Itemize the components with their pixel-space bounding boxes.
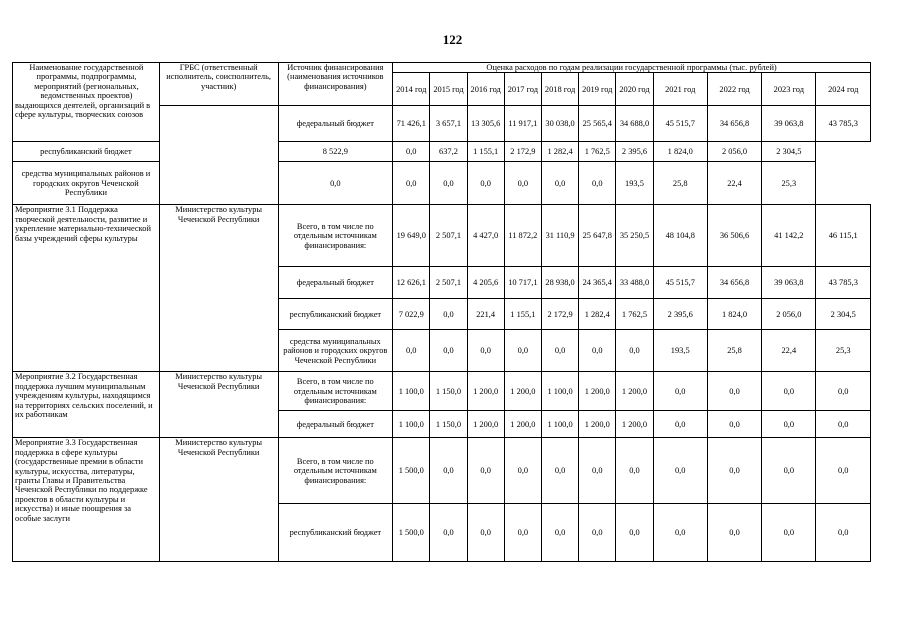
value-cell: 0,0 bbox=[616, 504, 653, 562]
funding-source: республиканский бюджет bbox=[13, 142, 160, 162]
value-cell: 221,4 bbox=[467, 299, 504, 330]
value-cell: 0,0 bbox=[707, 372, 761, 411]
value-cell: 1 762,5 bbox=[579, 142, 616, 162]
funding-source: федеральный бюджет bbox=[278, 267, 393, 299]
value-cell: 1 824,0 bbox=[653, 142, 707, 162]
measure-name: Мероприятие 3.2 Государственная поддержка лучшим муниципальным учреждениям культуры, находящимся на территориях сельских поселений, и их работникам bbox=[13, 372, 160, 438]
value-cell: 0,0 bbox=[762, 438, 816, 504]
value-cell: 71 426,1 bbox=[393, 106, 430, 142]
value-cell: 43 785,3 bbox=[816, 267, 871, 299]
value-cell: 45 515,7 bbox=[653, 267, 707, 299]
value-cell: 0,0 bbox=[467, 438, 504, 504]
value-cell: 2 056,0 bbox=[762, 299, 816, 330]
header-name-cell bbox=[13, 63, 160, 142]
value-cell: 4 205,6 bbox=[467, 267, 504, 299]
value-cell: 0,0 bbox=[467, 330, 504, 372]
value-cell: 25,8 bbox=[707, 330, 761, 372]
value-cell: 39 063,8 bbox=[762, 267, 816, 299]
funding-source: республиканский бюджет bbox=[278, 299, 393, 330]
header-estimate: Оценка расходов по годам реализации государственной программы (тыс. рублей) bbox=[393, 63, 871, 73]
value-cell: 25 647,8 bbox=[579, 205, 616, 267]
value-cell: 1 150,0 bbox=[430, 411, 467, 438]
grbs-cell bbox=[159, 106, 278, 205]
value-cell: 0,0 bbox=[541, 330, 578, 372]
value-cell: 0,0 bbox=[504, 438, 541, 504]
value-cell: 30 038,0 bbox=[541, 106, 578, 142]
value-cell: 1 150,0 bbox=[430, 372, 467, 411]
value-cell: 1 200,0 bbox=[616, 411, 653, 438]
value-cell: 25,8 bbox=[653, 162, 707, 205]
value-cell: 0,0 bbox=[467, 504, 504, 562]
value-cell: 25,3 bbox=[816, 330, 871, 372]
value-cell: 1 200,0 bbox=[579, 411, 616, 438]
value-cell: 0,0 bbox=[430, 162, 467, 205]
value-cell: 1 155,1 bbox=[504, 299, 541, 330]
value-cell: 1 500,0 bbox=[393, 504, 430, 562]
value-cell: 0,0 bbox=[430, 504, 467, 562]
funding-source: федеральный бюджет bbox=[278, 411, 393, 438]
header-year: 2022 год bbox=[707, 73, 761, 106]
value-cell: 2 172,9 bbox=[504, 142, 541, 162]
value-cell: 1 200,0 bbox=[504, 372, 541, 411]
measure-name: Мероприятие 3.1 Поддержка творческой деятельности, развитие и укрепление материально-технической базы учреждений сферы культуры bbox=[13, 205, 160, 372]
funding-source: Всего, в том числе по отдельным источникам финансирования: bbox=[278, 438, 393, 504]
budget-table bbox=[12, 62, 871, 562]
value-cell: 0,0 bbox=[393, 162, 430, 205]
value-cell: 28 938,0 bbox=[541, 267, 578, 299]
funding-source: Всего, в том числе по отдельным источникам финансирования: bbox=[278, 372, 393, 411]
header-year: 2018 год bbox=[541, 73, 578, 106]
header-leftover-text: выдающихся деятелей, организаций в сфере культуры, творческих союзов bbox=[15, 100, 151, 120]
value-cell: 7 022,9 bbox=[393, 299, 430, 330]
value-cell: 2 304,5 bbox=[762, 142, 816, 162]
header-year: 2019 год bbox=[579, 73, 616, 106]
value-cell: 36 506,6 bbox=[707, 205, 761, 267]
value-cell: 0,0 bbox=[816, 372, 871, 411]
value-cell: 0,0 bbox=[816, 411, 871, 438]
value-cell: 0,0 bbox=[816, 504, 871, 562]
header-grbs: ГРБС (ответственный исполнитель, соисполнитель, участник) bbox=[159, 63, 278, 106]
funding-source: федеральный бюджет bbox=[278, 106, 393, 142]
funding-source: средства муниципальных районов и городских округов Чеченской Республики bbox=[278, 330, 393, 372]
value-cell: 0,0 bbox=[504, 162, 541, 205]
value-cell: 1 200,0 bbox=[579, 372, 616, 411]
value-cell: 35 250,5 bbox=[616, 205, 653, 267]
table-row bbox=[13, 205, 871, 267]
value-cell: 0,0 bbox=[430, 299, 467, 330]
value-cell: 1 824,0 bbox=[707, 299, 761, 330]
value-cell: 0,0 bbox=[816, 438, 871, 504]
value-cell: 25,3 bbox=[762, 162, 816, 205]
value-cell: 0,0 bbox=[616, 330, 653, 372]
value-cell: 0,0 bbox=[541, 504, 578, 562]
value-cell: 31 110,9 bbox=[541, 205, 578, 267]
table-row bbox=[13, 372, 871, 411]
value-cell: 1 282,4 bbox=[579, 299, 616, 330]
funding-source: средства муниципальных районов и городских округов Чеченской Республики bbox=[13, 162, 160, 205]
value-cell: 193,5 bbox=[616, 162, 653, 205]
value-cell: 2 395,6 bbox=[616, 142, 653, 162]
header-row-top bbox=[13, 63, 871, 73]
value-cell: 0,0 bbox=[653, 411, 707, 438]
grbs-cell: Министерство культуры Чеченской Республики bbox=[159, 205, 278, 372]
value-cell: 48 104,8 bbox=[653, 205, 707, 267]
header-year: 2015 год bbox=[430, 73, 467, 106]
value-cell: 193,5 bbox=[653, 330, 707, 372]
value-cell: 0,0 bbox=[278, 162, 393, 205]
value-cell: 1 500,0 bbox=[393, 438, 430, 504]
value-cell: 0,0 bbox=[393, 142, 430, 162]
value-cell: 0,0 bbox=[707, 411, 761, 438]
value-cell: 2 172,9 bbox=[541, 299, 578, 330]
value-cell: 11 872,2 bbox=[504, 205, 541, 267]
header-year: 2014 год bbox=[393, 73, 430, 106]
value-cell: 2 056,0 bbox=[707, 142, 761, 162]
header-source: Источник финансирования (наименования источников финансирования) bbox=[278, 63, 393, 106]
value-cell: 0,0 bbox=[653, 438, 707, 504]
table-row bbox=[13, 162, 871, 205]
value-cell: 0,0 bbox=[504, 504, 541, 562]
value-cell: 13 305,6 bbox=[467, 106, 504, 142]
value-cell: 34 656,8 bbox=[707, 106, 761, 142]
value-cell: 33 488,0 bbox=[616, 267, 653, 299]
value-cell: 0,0 bbox=[541, 162, 578, 205]
page-number: 122 bbox=[442, 32, 463, 47]
value-cell: 0,0 bbox=[762, 411, 816, 438]
value-cell: 0,0 bbox=[430, 438, 467, 504]
value-cell: 1 100,0 bbox=[541, 411, 578, 438]
value-cell: 34 688,0 bbox=[616, 106, 653, 142]
value-cell: 43 785,3 bbox=[816, 106, 871, 142]
value-cell: 0,0 bbox=[762, 504, 816, 562]
header-year: 2023 год bbox=[762, 73, 816, 106]
value-cell: 39 063,8 bbox=[762, 106, 816, 142]
value-cell: 25 565,4 bbox=[579, 106, 616, 142]
value-cell: 1 100,0 bbox=[541, 372, 578, 411]
value-cell: 34 656,8 bbox=[707, 267, 761, 299]
value-cell: 45 515,7 bbox=[653, 106, 707, 142]
table-row bbox=[13, 142, 871, 162]
value-cell: 0,0 bbox=[707, 438, 761, 504]
value-cell: 22,4 bbox=[707, 162, 761, 205]
value-cell: 0,0 bbox=[579, 162, 616, 205]
value-cell: 0,0 bbox=[504, 330, 541, 372]
value-cell: 22,4 bbox=[762, 330, 816, 372]
value-cell: 1 100,0 bbox=[393, 372, 430, 411]
value-cell: 0,0 bbox=[393, 330, 430, 372]
value-cell: 1 100,0 bbox=[393, 411, 430, 438]
value-cell: 0,0 bbox=[541, 438, 578, 504]
value-cell: 24 365,4 bbox=[579, 267, 616, 299]
measure-name: Мероприятие 3.3 Государственная поддержка в сфере культуры (государственные премии в области культуры, искусства, литературы, гранты Главы и Правительства Чеченской Республики по поддержке проектов в области культуры и искусства) и иные поощрения за особые заслуги bbox=[13, 438, 160, 562]
value-cell: 12 626,1 bbox=[393, 267, 430, 299]
value-cell: 2 507,1 bbox=[430, 205, 467, 267]
value-cell: 3 657,1 bbox=[430, 106, 467, 142]
value-cell: 1 200,0 bbox=[467, 411, 504, 438]
value-cell: 1 155,1 bbox=[467, 142, 504, 162]
value-cell: 0,0 bbox=[579, 330, 616, 372]
funding-source: республиканский бюджет bbox=[278, 504, 393, 562]
value-cell: 1 200,0 bbox=[504, 411, 541, 438]
value-cell: 0,0 bbox=[579, 504, 616, 562]
value-cell: 41 142,2 bbox=[762, 205, 816, 267]
value-cell: 2 507,1 bbox=[430, 267, 467, 299]
value-cell: 0,0 bbox=[467, 162, 504, 205]
header-name: Наименование государственной программы, подпрограммы, мероприятий (региональных, ведомственных проектов) bbox=[29, 63, 144, 101]
value-cell: 1 282,4 bbox=[541, 142, 578, 162]
table-row bbox=[13, 438, 871, 504]
value-cell: 4 427,0 bbox=[467, 205, 504, 267]
value-cell: 2 304,5 bbox=[816, 299, 871, 330]
value-cell: 0,0 bbox=[653, 504, 707, 562]
value-cell: 0,0 bbox=[616, 438, 653, 504]
value-cell: 8 522,9 bbox=[278, 142, 393, 162]
value-cell: 11 917,1 bbox=[504, 106, 541, 142]
header-year: 2020 год bbox=[616, 73, 653, 106]
value-cell: 0,0 bbox=[707, 504, 761, 562]
value-cell: 10 717,1 bbox=[504, 267, 541, 299]
value-cell: 0,0 bbox=[653, 372, 707, 411]
header-year: 2021 год bbox=[653, 73, 707, 106]
value-cell: 1 200,0 bbox=[616, 372, 653, 411]
value-cell: 0,0 bbox=[430, 330, 467, 372]
grbs-cell: Министерство культуры Чеченской Республики bbox=[159, 438, 278, 562]
value-cell: 637,2 bbox=[430, 142, 467, 162]
value-cell: 19 649,0 bbox=[393, 205, 430, 267]
value-cell: 0,0 bbox=[762, 372, 816, 411]
header-year: 2024 год bbox=[816, 73, 871, 106]
value-cell: 46 115,1 bbox=[816, 205, 871, 267]
header-year: 2017 год bbox=[504, 73, 541, 106]
value-cell: 2 395,6 bbox=[653, 299, 707, 330]
value-cell: 1 200,0 bbox=[467, 372, 504, 411]
value-cell: 1 762,5 bbox=[616, 299, 653, 330]
funding-source: Всего, в том числе по отдельным источникам финансирования: bbox=[278, 205, 393, 267]
header-year: 2016 год bbox=[467, 73, 504, 106]
value-cell: 0,0 bbox=[579, 438, 616, 504]
grbs-cell: Министерство культуры Чеченской Республики bbox=[159, 372, 278, 438]
